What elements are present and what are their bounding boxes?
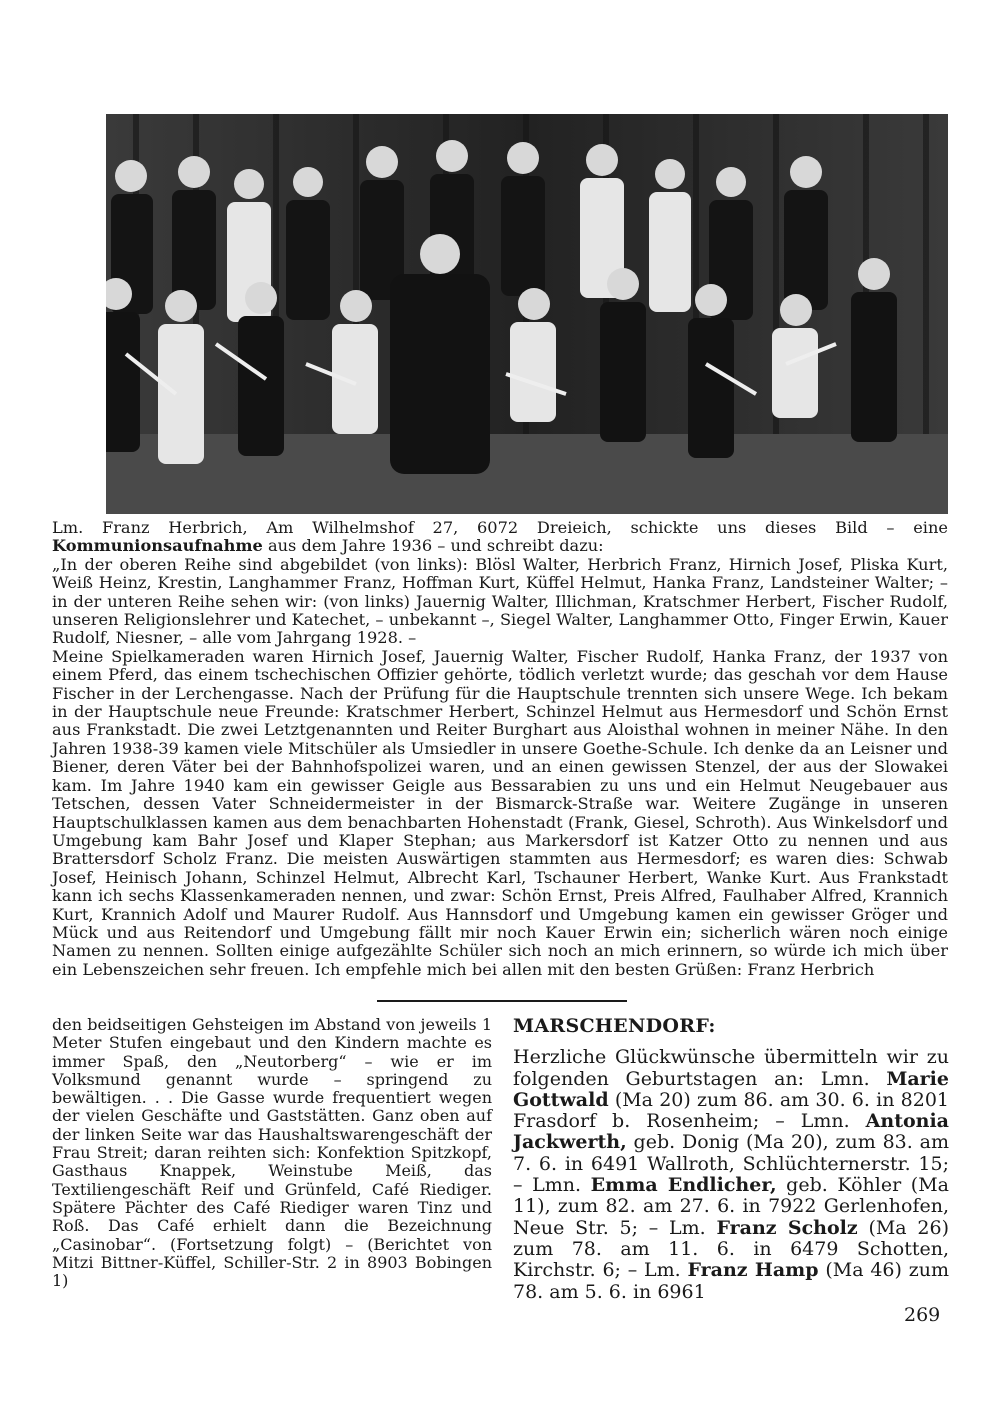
section-divider [377, 1000, 627, 1002]
left-column [52, 1016, 492, 1290]
birthday-name-3: Emma Endlicher, [590, 1174, 777, 1197]
birthday-name-1: Marie Gottwald [513, 1067, 949, 1111]
communion-group-photo [106, 114, 948, 514]
birthday-name-4: Franz Scholz [716, 1216, 858, 1239]
birthday-text-3: geb. Donig (Ma 20), zum 83. am 7. 6. in 6491 Wallroth, Schlüchternerstr. 15; – Lmn. [513, 1131, 949, 1197]
birthday-text-1: Herzliche Glückwünsche übermitteln wir zu folgenden Geburtstagen an: Lmn. [513, 1046, 949, 1090]
caption-intro [52, 519, 948, 556]
birthday-text-6: (Ma 46) zum 78. am 5. 6. in 6961 [513, 1259, 949, 1303]
caption-story-paragraph: Meine Spielkameraden waren Hirnich Josef, Jauernig Walter, Fischer Rudolf, Hanka Franz, der 1937 von einem Pferd, das einem tschechischen Offizier gehörte, tödlich verletzt wurde; das geschah vor dem Hause Fischer in der Lerchengasse. Nach der Prüfung für die Hauptschule trennten sich unsere Wege. Ich bekam in der Hauptschule neue Freunde: Kratschmer Herbert, Schinzel Helmut aus Hermesdorf und Schön Ernst aus Frankstadt. Die zwei Letztgenannten und Reiter Burghart aus Aloisthal wohnen in meiner Nähe. In den Jahren 1938-39 kamen viele Mitschüler als Umsiedler in unsere Goethe-Schule. Ich denke da an Leisner und Biener, deren Väter bei der Bahnhofspolizei waren, und an einen gewissen Stenzel, der aus der Slowakei kam. Im Jahre 1940 kam ein gewisser Geigle aus Bessarabien zu uns und ein Helmut Neugebauer aus Tetschen, dessen Vater Schneidermeister in der Bismarck-Straße war. Weitere Zugänge in unseren Hauptschulklassen kamen aus dem benachbarten Hohenstadt (Frank, Giesel, Schroth). Aus Winkelsdorf und Umgebung kam Bahr Josef und Klaper Stephan; aus Markersdorf ist Katzer Otto zu nennen und aus Brattersdorf Scholz Franz. Die meisten Auswärtigen stammten aus Hermesdorf; es waren dies: Schwab Josef, Heinisch Johann, Schinzel Helmut, Albrecht Karl, Tschauner Herbert, Wanke Kurt. Aus Frankstadt kann ich sechs Klassenkameraden nennen, und zwar: Schön Ernst, Preis Alfred, Faulhaber Alfred, Krannich Kurt, Krannich Adolf und Maurer Rudolf. Aus Hannsdorf und Umgebung kamen ein gewisser Gröger und Mück und aus Reitendorf und Umgebung fällt mir noch Kauer Erwin ein; sicherlich wären noch einige Namen zu nennen. Sollten einige aufgezählte Schüler sich noch an mich erinnern, so würde ich mich über ein Lebenszeichen sehr freuen. Ich empfehle mich bei allen mit den besten Grüßen: Franz Herbrich [52, 646, 948, 979]
caption-names-paragraph: „In der oberen Reihe sind abgebildet (von links): Blösl Walter, Herbrich Franz, Hirnich Josef, Pliska Kurt, Weiß Heinz, Krestin, Langhammer Franz, Hoffman Kurt, Küffel Helmut, Hanka Franz, Landsteiner Walter; – in der unteren Reihe sehen wir: (von links) Jauernig Walter, Illichman, Kratschmer Herbert, Fischer Rudolf, unseren Religionslehrer und Katechet, – unbekannt –, Siegel Walter, Langhammer Otto, Finger Erwin, Kauer Rudolf, Niesner, – alle vom Jahrgang 1928. – [52, 554, 948, 648]
section-heading: MARSCHENDORF: [513, 1015, 716, 1037]
page-number: 269 [904, 1304, 941, 1326]
birthday-name-2: Antonia Jackwerth, [513, 1110, 949, 1154]
birthday-name-5: Franz Hamp [687, 1259, 819, 1282]
left-column-text: den beidseitigen Gehsteigen im Abstand von jeweils 1 Meter Stufen eingebaut und den Kindern machte es immer Spaß, den „Neutorberg“ – wie er im Volksmund genannt wurde – springend zu bewältigen. . . Die Gasse wurde frequentiert wegen der vielen Geschäfte und Gaststätten. Ganz oben auf der linken Seite war das Haushaltswarengeschäft der Frau Streit; daran reihten sich: Konfektion Spitzkopf, Gasthaus Knappek, Weinstube Meiß, das Textiliengeschäft Reif und Grünfeld, Café Riediger. Spätere Pächter des Café Riediger waren Tinz und Roß. Das Café erhielt dann die Bezeichnung „Casinobar“. (Fortsetzung folgt) – (Berichtet von Mitzi Bittner-Küffel, Schiller-Str. 2 in 8903 Bobingen 1) [52, 1015, 492, 1291]
right-column [513, 1016, 949, 1303]
birthday-text-5: (Ma 26) zum 78. am 11. 6. in 6479 Schotten, Kirchstr. 6; – Lm. [513, 1216, 949, 1282]
caption-intro-bold: Kommunionsaufnahme [52, 536, 263, 556]
birthday-text-4: geb. Köhler (Ma 11), zum 82. am 27. 6. in 7922 Gerlenhofen, Neue Str. 5; – Lm. [513, 1174, 949, 1239]
caption-intro-text-1: Lm. Franz Herbrich, Am Wilhelmshof 27, 6072 Dreieich, schickte uns dieses Bild – eine [52, 518, 948, 537]
birthday-text-2: (Ma 20) zum 86. am 30. 6. in 8201 Frasdorf b. Rosenheim; – Lmn. [513, 1088, 949, 1133]
birthday-paragraph [513, 1047, 949, 1303]
caption-intro-text-2: aus dem Jahre 1936 – und schreibt dazu: [262, 536, 604, 556]
photo-caption [52, 519, 948, 979]
